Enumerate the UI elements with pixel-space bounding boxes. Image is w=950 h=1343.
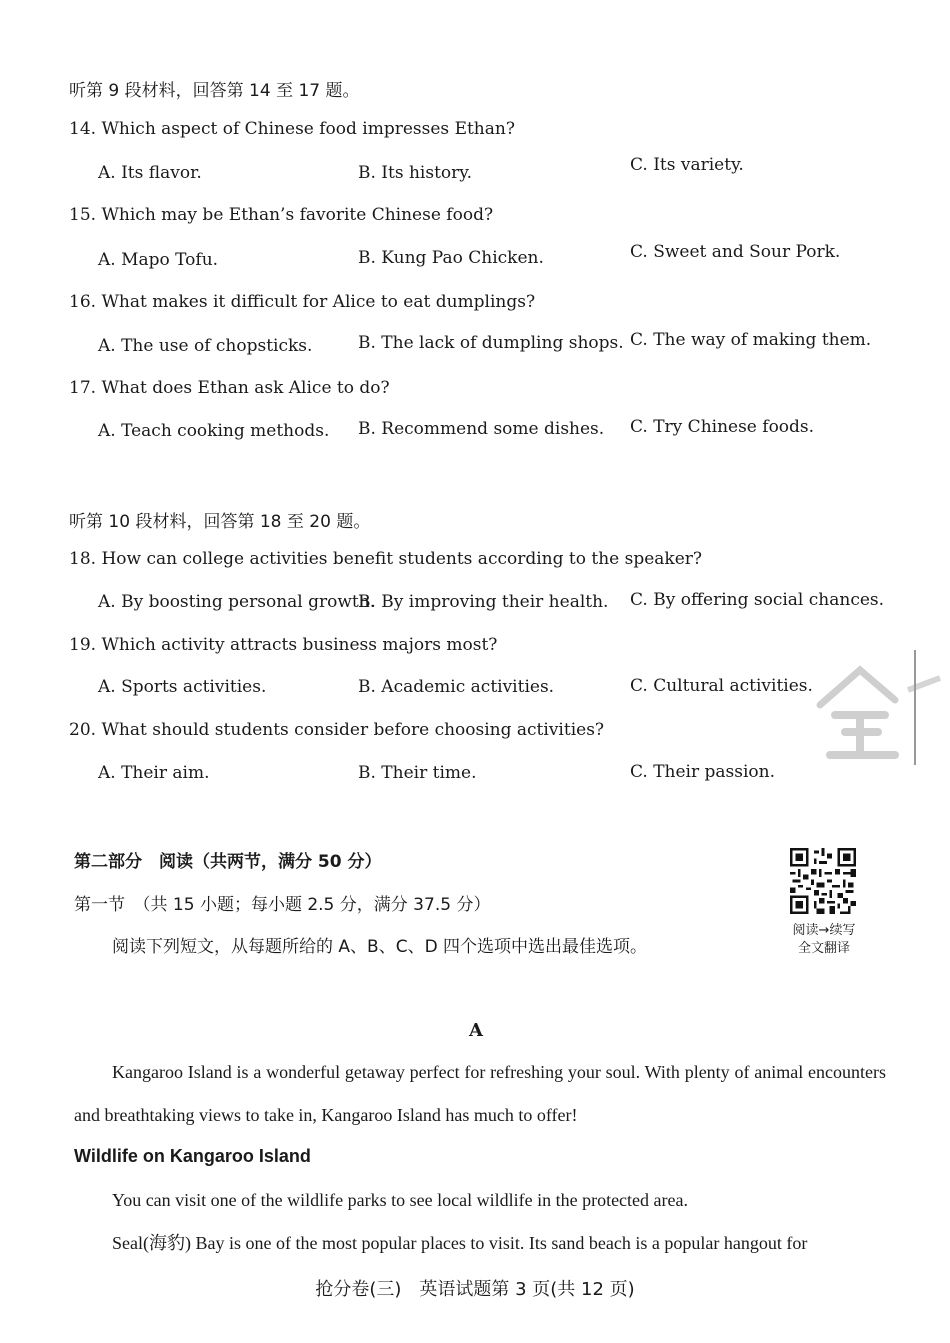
qr-caption [778,922,870,958]
part-title: 第二部分 阅读（共两节，满分 50 分） [74,852,382,872]
passage-paragraph-1: Kangaroo Island is a wonderful getaway perfect for refreshing your soul. With plenty of animal encounters and breathtaking views to take in, Kangaroo Island has much to offer! [74,1062,886,1125]
option-20-a: A. Their aim. [98,763,210,783]
question-17: 17. What does Ethan ask Alice to do? [69,378,390,398]
passage-paragraph-2: You can visit one of the wildlife parks to see local wildlife in the protected area. [112,1190,688,1210]
option-14-c: C. Its variety. [630,155,744,175]
passage-heading: Wildlife on Kangaroo Island [74,1146,311,1166]
watermark-graphic [800,660,950,770]
option-15-a: A. Mapo Tofu. [98,250,219,270]
passage-label: A [469,1020,483,1041]
section-intro-10: 听第 10 段材料，回答第 18 至 20 题。 [69,512,371,532]
option-17-a: A. Teach cooking methods. [98,421,330,441]
qr-code-icon[interactable] [790,848,856,914]
option-15-c: C. Sweet and Sour Pork. [630,242,841,262]
option-16-c: C. The way of making them. [630,330,872,350]
option-17-c: C. Try Chinese foods. [630,417,815,437]
question-16: 16. What makes it difficult for Alice to eat dumplings? [69,292,536,312]
option-18-c: C. By offering social chances. [630,590,885,610]
option-20-b: B. Their time. [358,763,477,783]
passage-paragraph-3: Seal(海豹) Bay is one of the most popular places to visit. Its sand beach is a popular hangout for [112,1233,808,1253]
qr-caption-line1: 阅读→续写 [792,923,856,938]
option-17-b: B. Recommend some dishes. [358,419,605,439]
option-19-b: B. Academic activities. [358,677,555,697]
option-14-a: A. Its flavor. [98,163,202,183]
question-20: 20. What should students consider before choosing activities? [69,720,605,740]
instruction-text: 阅读下列短文，从每题所给的 A、B、C、D 四个选项中选出最佳选项。 [112,937,648,957]
page-footer: 抢分卷(三) 英语试题第 3 页(共 12 页) [315,1279,635,1300]
scan-edge-line [914,650,916,765]
option-16-a: A. The use of chopsticks. [98,336,313,356]
question-15: 15. Which may be Ethan’s favorite Chinese food? [69,205,494,225]
question-19: 19. Which activity attracts business majors most? [69,635,498,655]
option-19-c: C. Cultural activities. [630,676,813,696]
option-14-b: B. Its history. [358,163,473,183]
question-14: 14. Which aspect of Chinese food impresses Ethan? [69,119,515,139]
option-16-b: B. The lack of dumpling shops. [358,333,624,353]
option-19-a: A. Sports activities. [98,677,267,697]
option-18-b: B. By improving their health. [358,592,609,612]
option-18-a: A. By boosting personal growth. [98,592,376,612]
section-intro-9: 听第 9 段材料，回答第 14 至 17 题。 [69,81,360,101]
section-title: 第一节 （共 15 小题；每小题 2.5 分，满分 37.5 分） [74,895,491,915]
qr-caption-line2: 全文翻译 [797,941,850,956]
question-18: 18. How can college activities benefit students according to the speaker? [69,549,703,569]
option-15-b: B. Kung Pao Chicken. [358,248,544,268]
option-20-c: C. Their passion. [630,762,776,782]
